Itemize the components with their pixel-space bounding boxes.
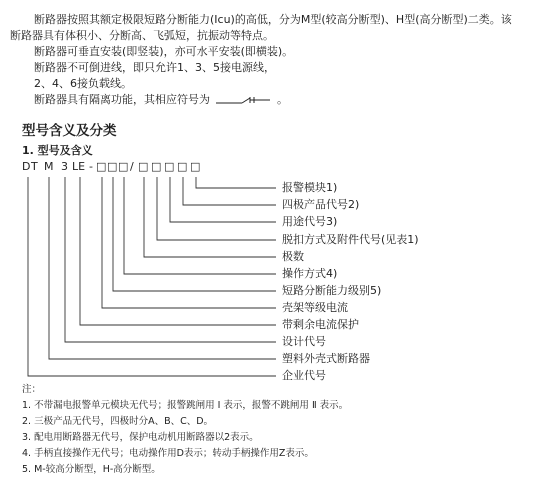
- note-item-3: 3. 配电用断路器无代号，保护电动机用断路器以2表示。: [22, 432, 259, 443]
- code-box-4: □: [138, 160, 149, 173]
- label-design-code: 设计代号: [282, 335, 326, 348]
- intro-line-4: 断路器不可倒进线，即只允许1、3、5接电源线，: [34, 61, 275, 74]
- label-usage-code: 用途代号3): [282, 215, 338, 228]
- section-title: 型号含义及分类: [22, 123, 117, 139]
- intro-line-3: 断路器可垂直安装(即竖装)，亦可水平安装(即横装)。: [34, 45, 294, 58]
- note-item-4: 4. 手柄直接操作无代号；电动操作用D表示；转动手柄操作用Z表示。: [22, 448, 314, 459]
- code-box-8: □: [190, 160, 201, 173]
- label-trip-method: 脱扣方式及附件代号(见表1): [282, 233, 419, 246]
- label-operation-method: 操作方式4): [282, 267, 338, 280]
- label-company-code: 企业代号: [282, 369, 326, 382]
- intro-line-5: 2、4、6接负载线。: [34, 77, 132, 90]
- code-box-2: □: [107, 160, 118, 173]
- code-t: T: [31, 160, 38, 173]
- code-le: LE: [72, 160, 86, 173]
- intro-line-2: 断路器具有体积小、分断高、飞弧短，抗振动等特点。: [10, 29, 274, 42]
- code-box-7: □: [177, 160, 188, 173]
- code-d: D: [22, 160, 31, 173]
- code-slash: /: [130, 160, 134, 173]
- code-3: 3: [61, 160, 68, 173]
- label-poles: 极数: [282, 250, 304, 263]
- label-breaking-capacity: 短路分断能力级别5): [282, 284, 382, 297]
- code-box-3: □: [118, 160, 129, 173]
- subsection-title: 1. 型号及含义: [22, 144, 93, 157]
- code-m: M: [44, 160, 54, 173]
- code-box-5: □: [151, 160, 162, 173]
- label-alarm-module: 报警模块1): [282, 181, 338, 194]
- note-item-1: 1. 不带漏电报警单元模块无代号；报警跳闸用 Ⅰ 表示，报警不跳闸用 Ⅱ 表示。: [22, 400, 349, 411]
- isolation-text: 断路器具有隔离功能，其相应符号为: [34, 93, 210, 106]
- label-mccb: 塑料外壳式断路器: [282, 352, 370, 365]
- note-item-2: 2. 三极产品无代号，四极时分A、B、C、D。: [22, 416, 214, 427]
- code-dash: -: [89, 160, 93, 173]
- label-residual-current: 带剩余电流保护: [282, 318, 359, 331]
- code-box-1: □: [96, 160, 107, 173]
- label-four-pole-code: 四极产品代号2): [282, 198, 360, 211]
- intro-line-1: 断路器按照其额定极限短路分断能力(Icu)的高低，分为M型(较高分断型)、H型(高分断型)二类。该: [34, 13, 512, 26]
- notes-title: 注：: [22, 384, 42, 395]
- label-frame-current: 壳架等级电流: [282, 301, 348, 314]
- note-item-5: 5. M-较高分断型，H-高分断型。: [22, 464, 161, 475]
- isolation-suffix: 。: [277, 93, 288, 106]
- code-box-6: □: [164, 160, 175, 173]
